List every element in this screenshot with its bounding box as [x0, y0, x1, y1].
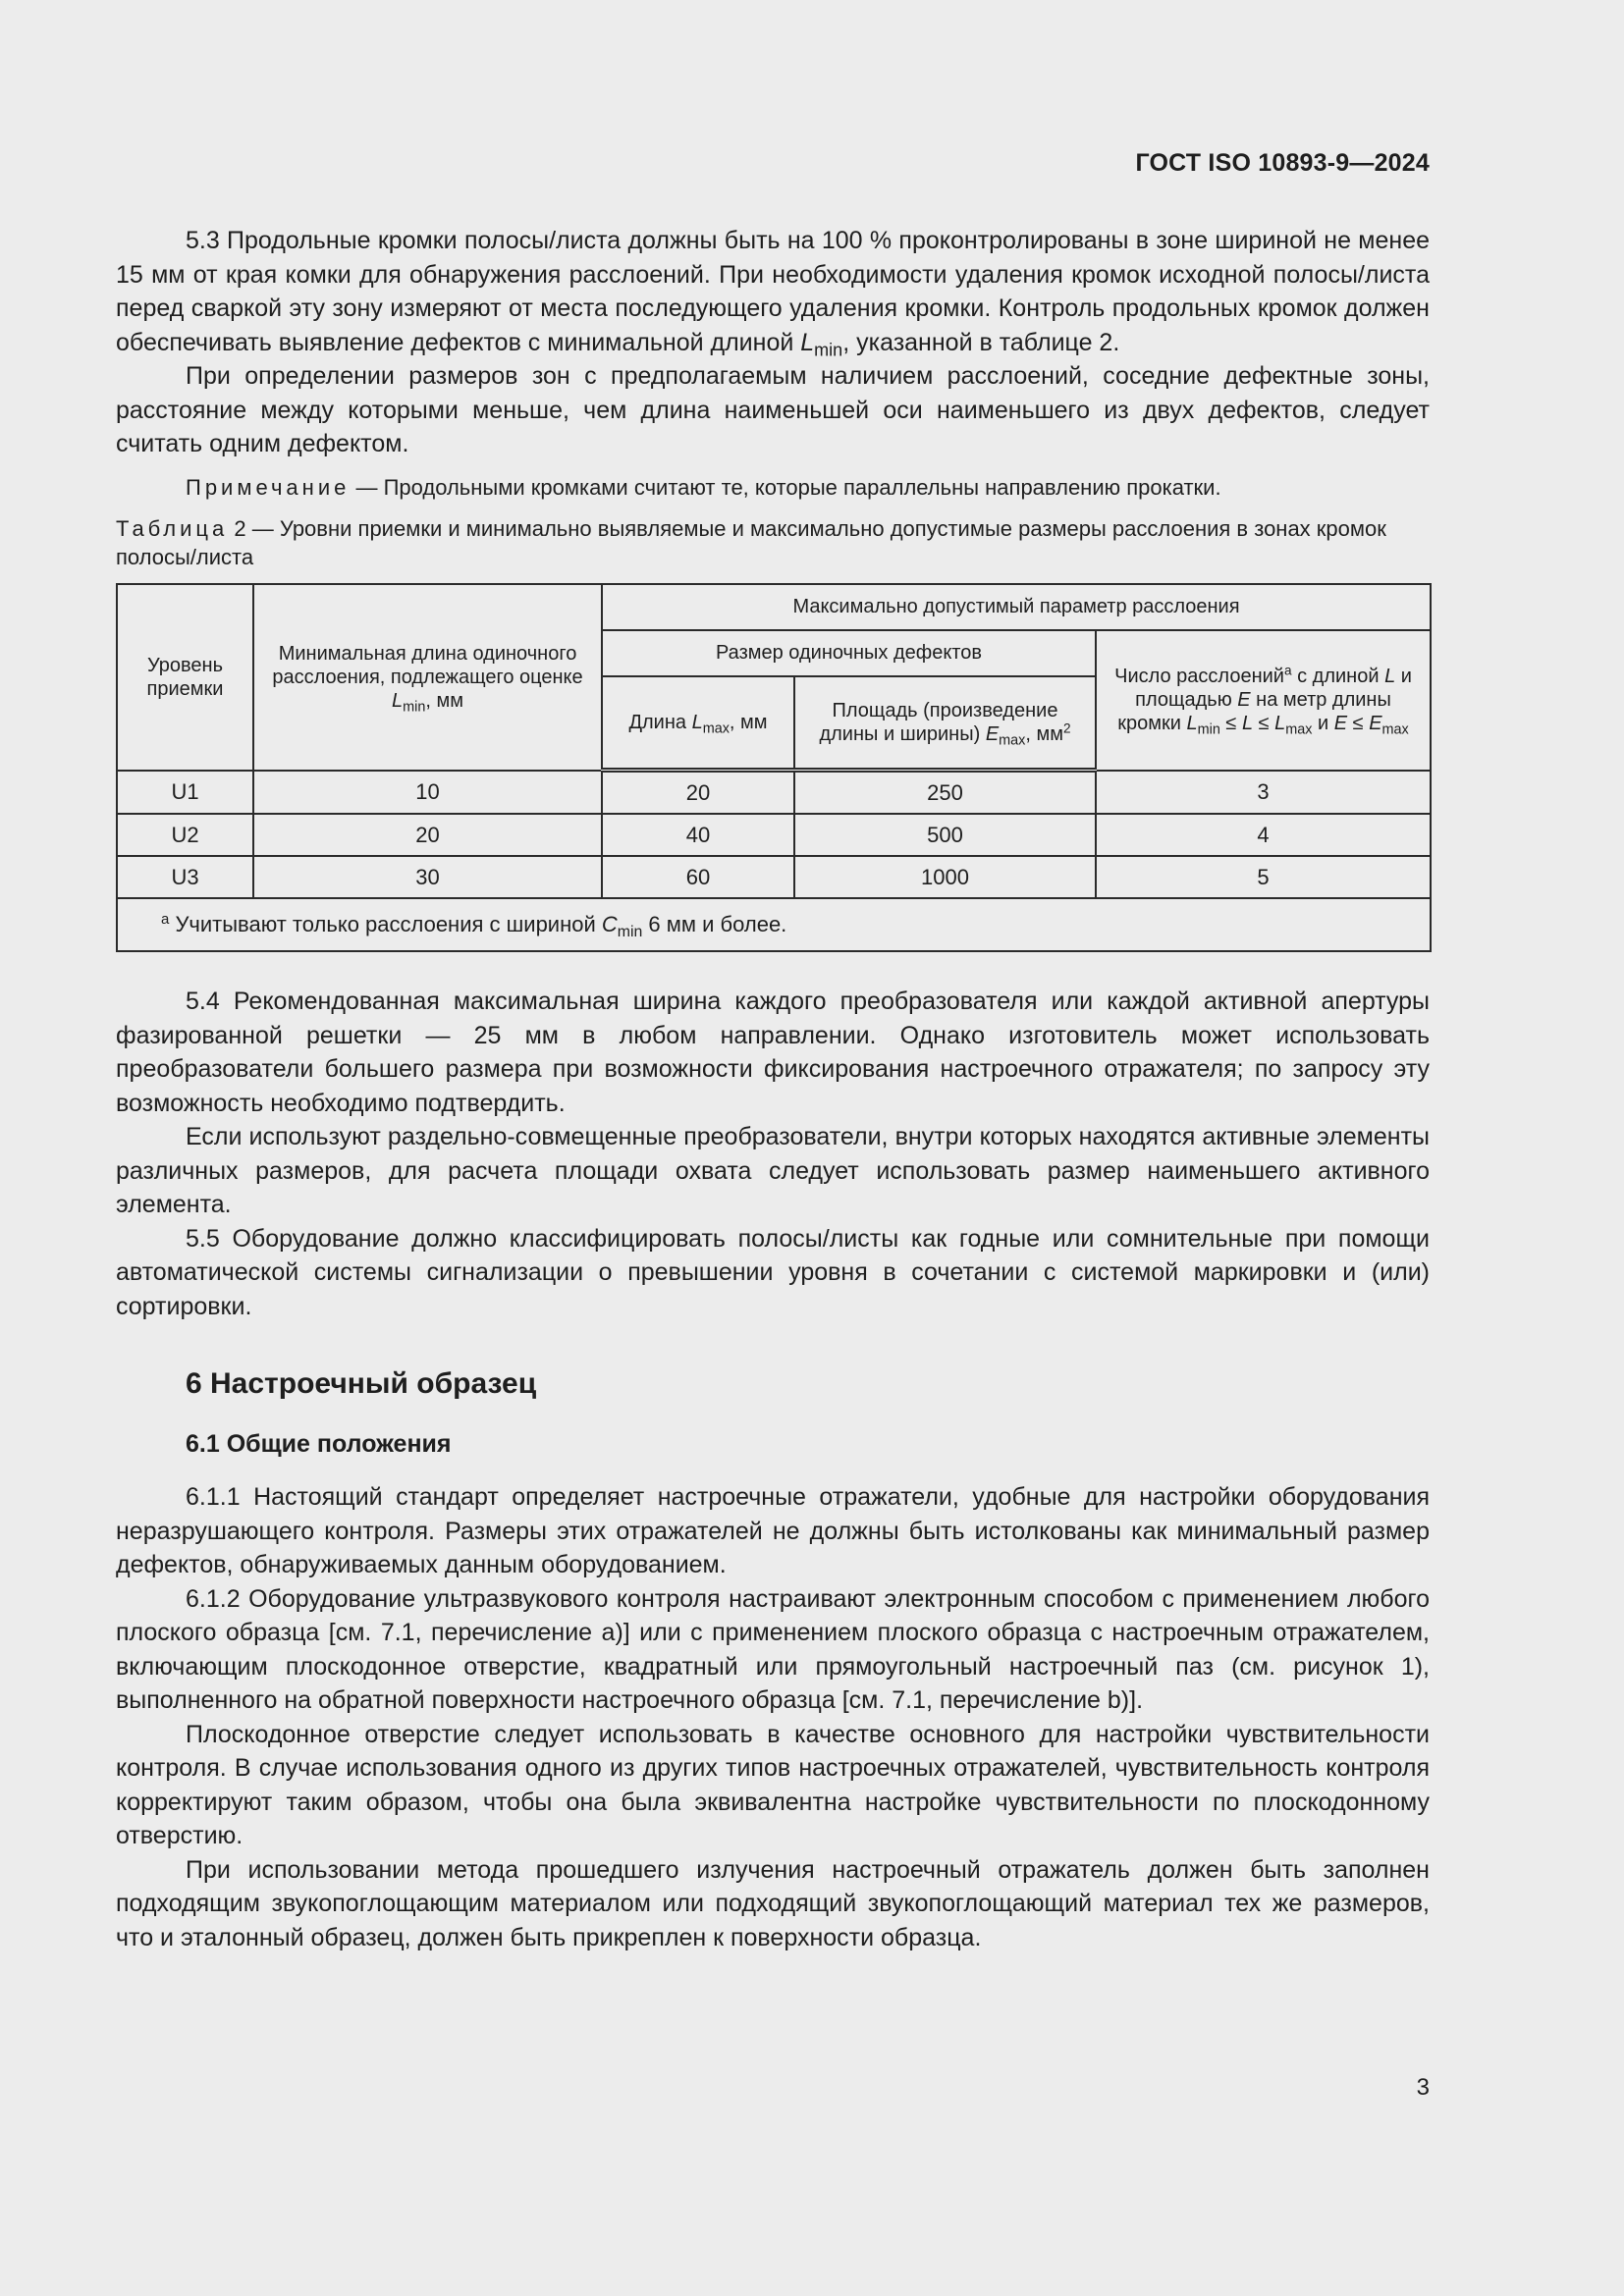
header-max-param: Максимально допустимый параметр расслоения	[602, 584, 1431, 630]
paragraph-through-transmission: При использовании метода прошедшего излучения настроечный отражатель должен быть заполнен подходящим звукопоглощающим материалом или подходящий звукопоглощающий материал тех же размеров, что и эталонный образец, должен быть прикреплен к поверхности образца.	[116, 1855, 1430, 1951]
note	[116, 473, 1430, 503]
header-level: Уровень приемки	[117, 584, 253, 771]
table-row: U3 30 60 1000 5	[117, 856, 1431, 898]
table-footnote: $^a$ Учитывают только расслоения с шириной $C_{min}$ 6 мм и более.	[117, 898, 1431, 951]
paragraph-defect-zones: При определении размеров зон с предполагаемым наличием расслоений, соседние дефектные зоны, расстояние между которыми меньше, чем длина наименьшей оси наименьшего из двух дефектов, следует считать одним дефектом.	[116, 362, 1430, 457]
paragraph-dual-element: Если используют раздельно-совмещенные преобразователи, внутри которых находятся активные элементы различных размеров, для расчета площади охвата следует использовать размер наименьшего активного элемента.	[116, 1123, 1430, 1218]
header-area: Площадь (произведение длины и ширины) $E_{max}$, $мм^2$	[794, 676, 1096, 771]
table-row: U2 20 40 500 4	[117, 814, 1431, 856]
paragraph-6-1-1: 6.1.1 Настоящий стандарт определяет настроечные отражатели, удобные для настройки оборудования неразрушающего контроля. Размеры этих отражателей не должны быть истолкованы как минимальный размер дефектов, обнаруживаемых данным оборудованием.	[116, 1483, 1430, 1578]
section-5-continued	[116, 985, 1430, 1323]
section-6-1-title: 6.1 Общие положения	[186, 1430, 452, 1458]
page-number: 3	[1416, 2074, 1430, 2101]
paragraph-6-1-2: 6.1.2 Оборудование ультразвукового контроля настраивают электронным способом с применением любого плоского образца [см. 7.1, перечисление а)] или с применением плоского образца с настроечным отражателем, включающим плоскодонное отверстие, квадратный или прямоугольный настроечный паз (см. рисунок 1), выполненного на обратной поверхности настроечного образца [см. 7.1, перечисление b)].	[116, 1584, 1430, 1714]
paragraph-5-3: 5.3 Продольные кромки полосы/листа должны быть на 100 % проконтролированы в зоне шириной не менее 15 мм от края комки для обнаружения расслоений. При необходимости удаления кромок исходной полосы/листа перед сваркой эту зону измеряют от места последующего удаления кромки. Контроль продольных кромок должен обеспечивать выявление дефектов с минимальной длиной $L_{min}$, указанной в таблице 2.	[116, 227, 1430, 359]
table-row: U1 10 20 250 3	[117, 771, 1431, 815]
paragraph-5-5: 5.5 Оборудование должно классифицировать полосы/листы как годные или сомнительные при помощи автоматической системы сигнализации о превышении уровня в сочетании с системой маркировки и (или) сортировки.	[116, 1224, 1430, 1320]
header-min-length: Минимальная длина одиночного расслоения, подлежащего оценке $L_{min}$, мм	[253, 584, 602, 771]
table-caption: Таблица 2 — Уровни приемки и минимально выявляемые и максимально допустимые размеры расслоения в зонах кромок полосы/листа	[116, 515, 1386, 569]
acceptance-levels-table	[116, 583, 1432, 953]
note-text: — Продольными кромками считают те, которые параллельны направлению прокатки.	[350, 474, 1221, 500]
paragraph-flat-bottom-hole: Плоскодонное отверстие следует использовать в качестве основного для настройки чувствительности контроля. В случае использования одного из других типов настроечных отражателей, чувствительность контроля корректируют таким образом, чтобы она была эквивалентна настройке чувствительности по плоскодонному отверстию.	[116, 1720, 1430, 1849]
note-label: Примечание	[186, 474, 351, 500]
section-6-title: 6 Настроечный образец	[186, 1367, 537, 1400]
header-single-defects: Размер одиночных дефектов	[602, 630, 1096, 676]
paragraph-5-4: 5.4 Рекомендованная максимальная ширина каждого преобразователя или каждой активной апертуры фазированной решетки — 25 мм в любом направлении. Однако изготовитель может использовать преобразователи большего размера при возможности фиксирования настроечного отражателя; по запросу эту возможность необходимо подтвердить.	[116, 988, 1430, 1117]
table-label: Таблица	[116, 515, 229, 541]
standard-header: ГОСТ ISO 10893-9—2024	[1135, 149, 1430, 177]
header-count: Число расслоений$^a$ с длиной L и площадью E на метр длины кромки $L_{min} \le L \le L_{max}$ и $E \le E_{max}$	[1096, 630, 1431, 771]
header-length: Длина $L_{max}$, мм	[602, 676, 794, 771]
document-body	[116, 224, 1430, 1954]
